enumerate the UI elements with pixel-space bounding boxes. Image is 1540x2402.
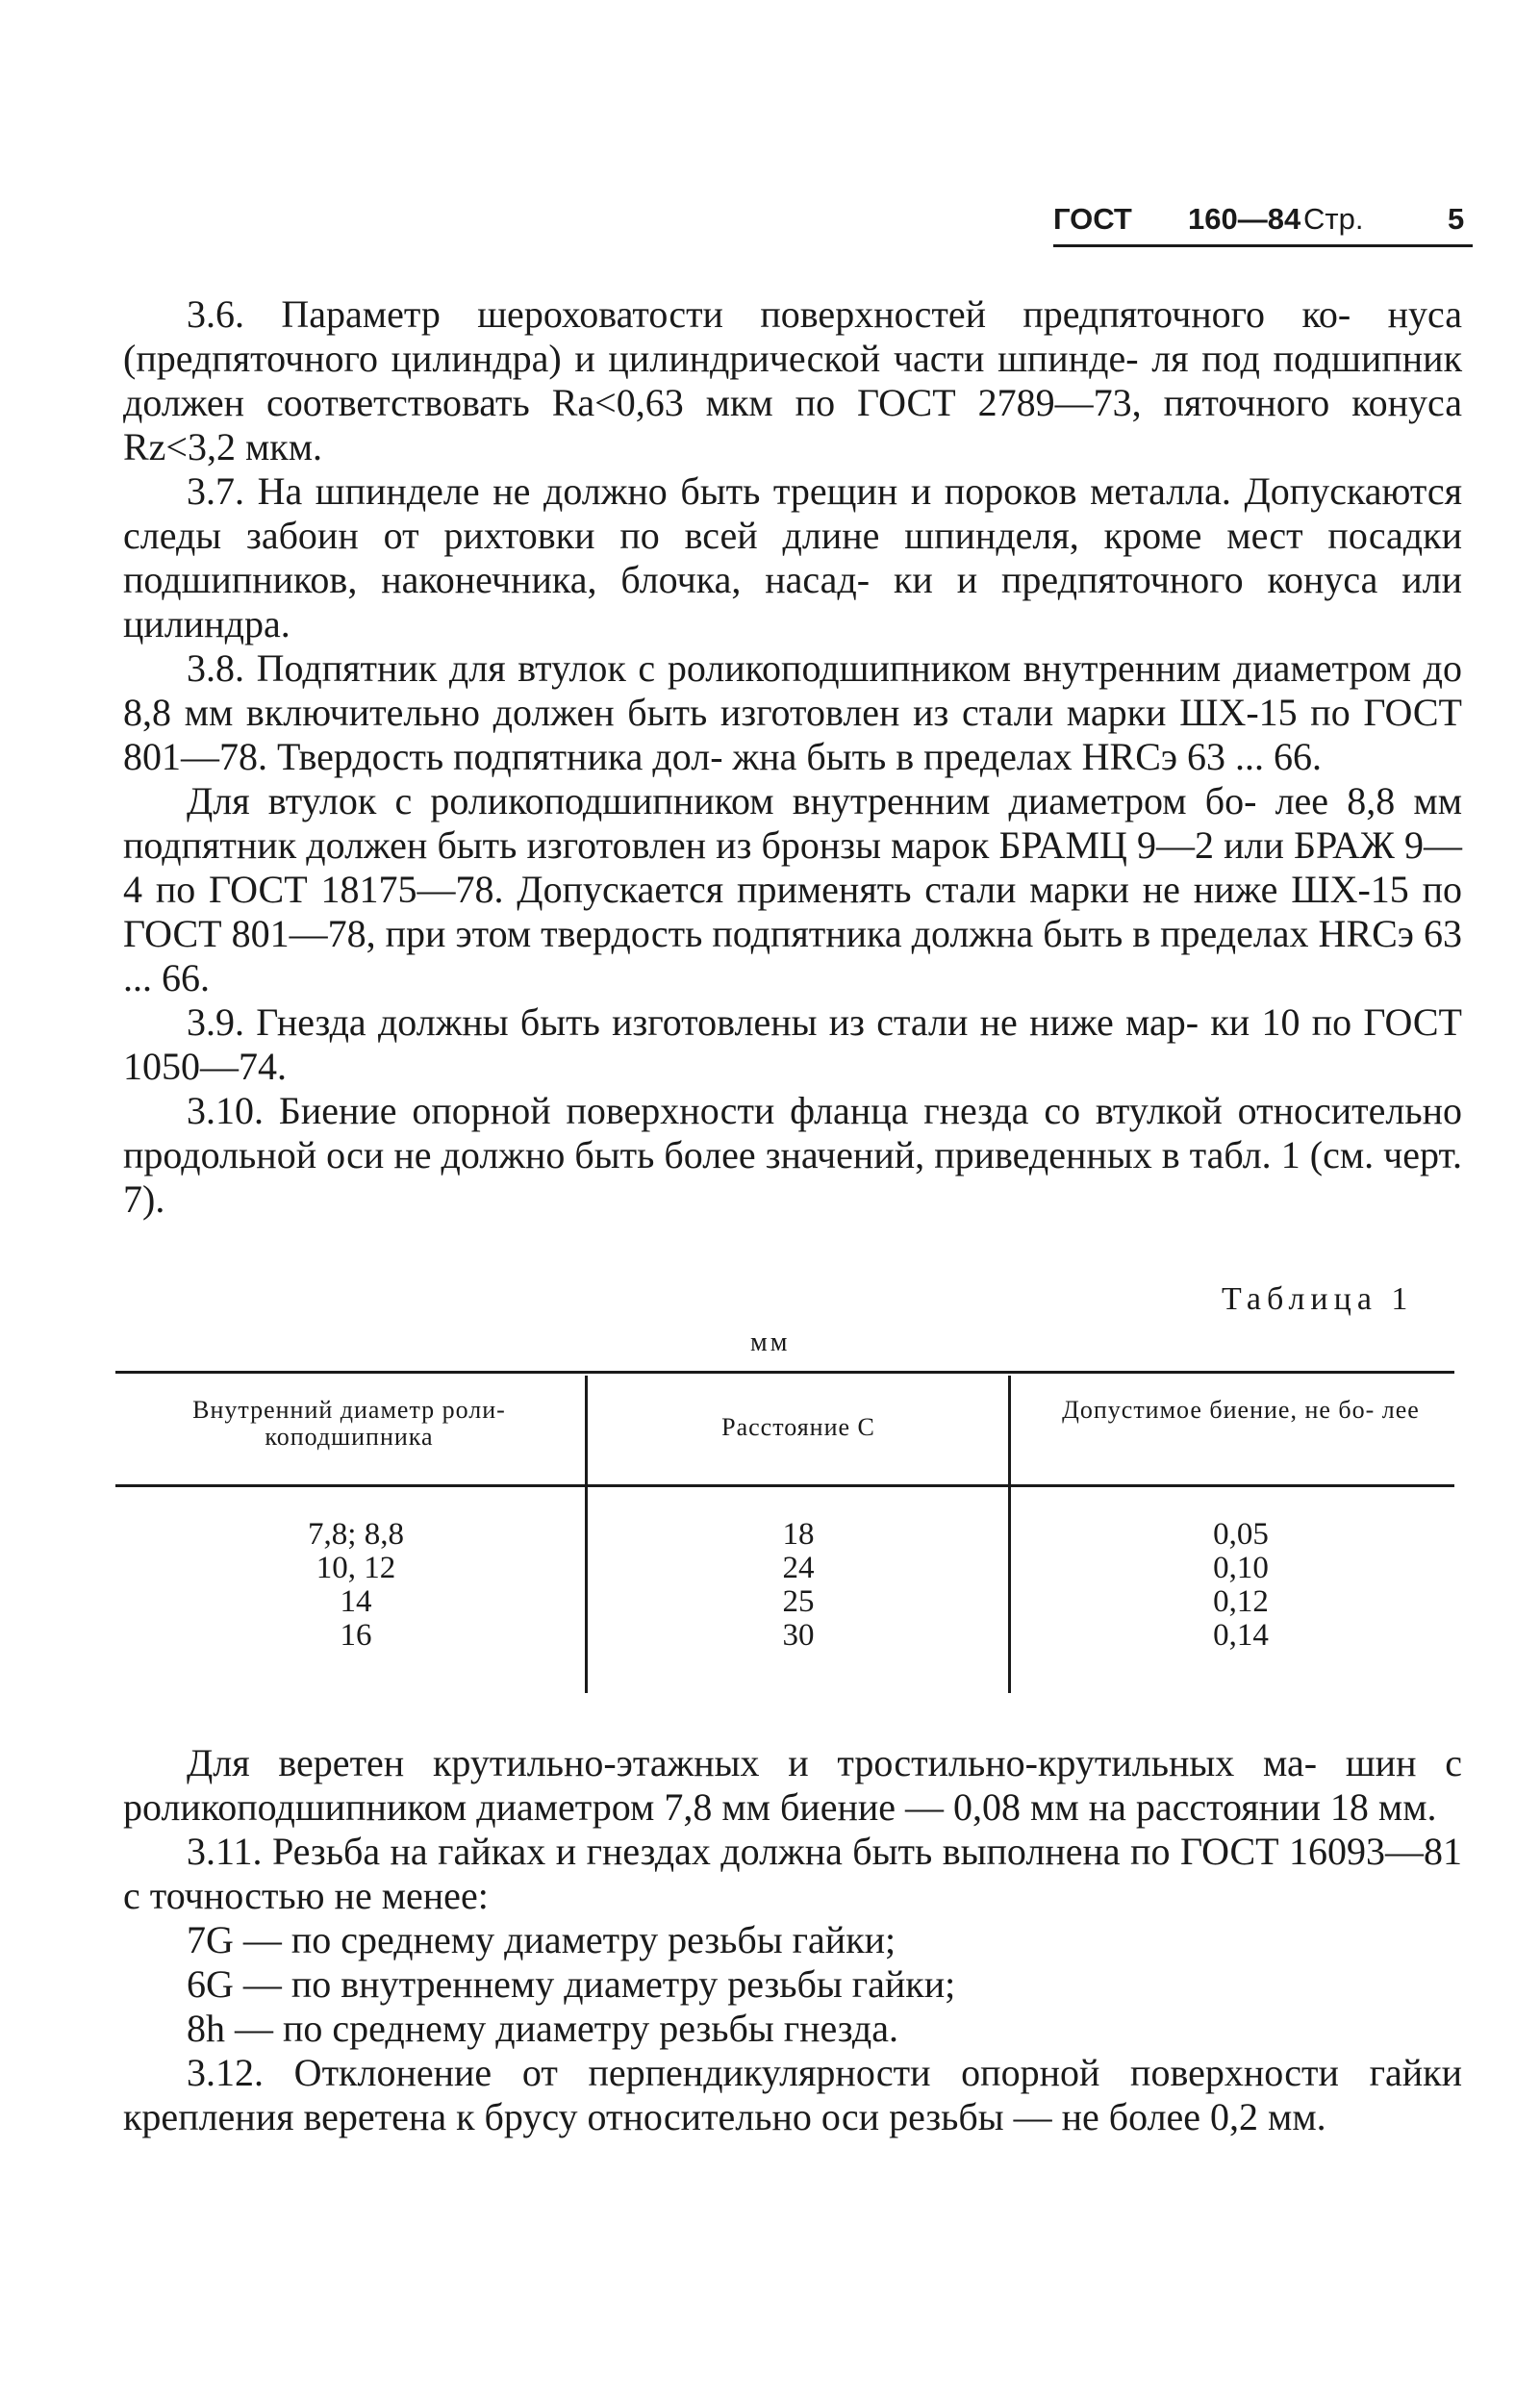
paragraph-3-6: 3.6. Параметр шероховатости поверхностей предпяточного ко- нуса (предпяточного цилиндра) и цилиндрической части шпинде- ля под подшипник должен соответствовать Ra<0,63 мкм по ГОСТ 2789—73, пяточного конуса Rz<3,2 мкм. <box>123 292 1463 468</box>
paragraph-3-9: 3.9. Гнезда должны быть изготовлены из стали не ниже мар- ки 10 по ГОСТ 1050—74. <box>123 1000 1462 1088</box>
standard-label: ГОСТ <box>1053 202 1132 236</box>
body-text-top <box>123 292 1462 1222</box>
table-col-divider-2 <box>1008 1376 1011 1693</box>
table-caption: Таблица 1 <box>1222 1281 1414 1317</box>
list-item-6g: 6G — по внутреннему диаметру резьбы гайки; <box>187 1962 956 2006</box>
list-item-7g: 7G — по среднему диаметру резьбы гайки; <box>187 1918 896 1961</box>
table-header-diameter: Внутренний диаметр роли- коподшипника <box>192 1396 506 1451</box>
list-item-8h: 8h — по среднему диаметру резьбы гнезда. <box>187 2007 898 2050</box>
page-label: Стр. <box>1303 202 1364 236</box>
page-header <box>1053 202 1473 247</box>
table-unit: мм <box>750 1327 791 1357</box>
table-header-rule <box>115 1484 1454 1487</box>
table-col-distance: 18 24 25 30 <box>782 1517 815 1653</box>
table-header-runout: Допустимое биение, не бо- лее <box>1062 1396 1420 1424</box>
paragraph-3-8-cont: Для втулок с роликоподшипником внутренним диаметром бо- лее 8,8 мм подпятник должен быть изготовлен из бронзы марок БРАМЦ 9—2 или БРАЖ 9—4 по ГОСТ 18175—78. Допускается применять стали марки не ниже ШХ-15 по ГОСТ 801—78, при этом твердость подпятника должна быть в пределах HRCэ 63 ... 66. <box>123 779 1463 999</box>
table-top-rule <box>115 1371 1454 1374</box>
page-number: 5 <box>1448 202 1465 236</box>
paragraph-3-11: 3.11. Резьба на гайках и гнездах должна быть выполнена по ГОСТ 16093—81 с точностью не менее: <box>123 1830 1463 1917</box>
paragraph-3-8: 3.8. Подпятник для втулок с роликоподшипником внутренним диаметром до 8,8 мм включительно должен быть изготовлен из стали марки ШХ-15 по ГОСТ 801—78. Твердость подпятника дол- жна быть в пределах HRCэ 63 ... 66. <box>123 646 1463 778</box>
body-text-bottom <box>123 1741 1462 2139</box>
paragraph-3-7: 3.7. На шпинделе не должно быть трещин и пороков металла. Допускаются следы забоин от рихтовки по всей длине шпинделя, кроме мест посадки подшипников, наконечника, блочка, насад- ки и предпяточного конуса или цилиндра. <box>123 469 1463 645</box>
table-header-distance: Расстояние C <box>721 1413 875 1441</box>
paragraph-spindle-runout: Для веретен крутильно-этажных и тростильно-крутильных ма- шин с роликоподшипником диаметром 7,8 мм биение — 0,08 мм на расстоянии 18 мм. <box>123 1741 1463 1829</box>
paragraph-3-12: 3.12. Отклонение от перпендикулярности опорной поверхности гайки крепления веретена к брусу относительно оси резьбы — не более 0,2 мм. <box>123 2051 1463 2138</box>
table-col-divider-1 <box>585 1376 588 1693</box>
paragraph-3-10: 3.10. Биение опорной поверхности фланца гнезда со втулкой относительно продольной оси не должно быть более значений, приведенных в табл. 1 (см. черт. 7). <box>123 1089 1462 1221</box>
table-col-diameter: 7,8; 8,8 10, 12 14 16 <box>308 1517 404 1653</box>
table-col-runout: 0,05 0,10 0,12 0,14 <box>1213 1517 1269 1653</box>
standard-code: 160—84 <box>1188 202 1301 236</box>
